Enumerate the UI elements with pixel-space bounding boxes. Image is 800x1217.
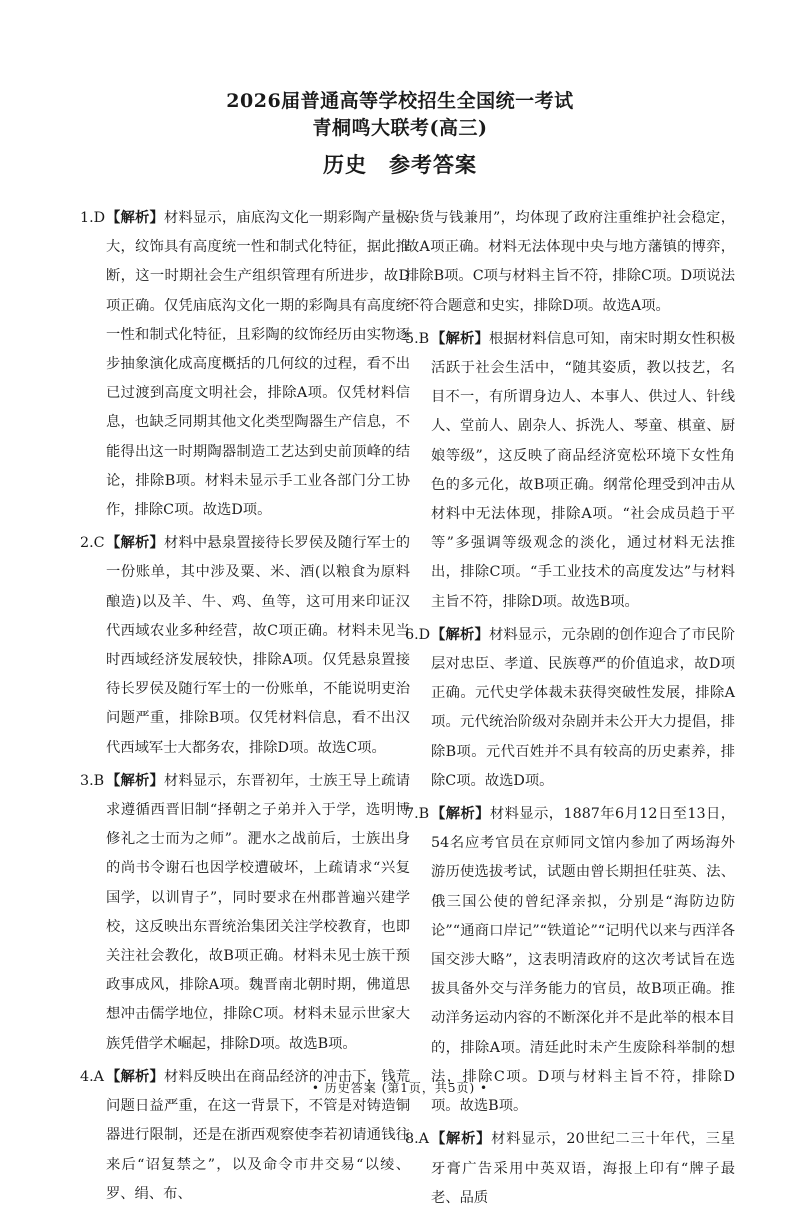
analysis-tag: 【解析】 [431,330,489,347]
answer-text: 材料显示，元杂剧的创作迎合了市民阶层对忠臣、孝道、民族尊严的价值追求，故D项正确。元代史学体裁未获得突破性发展，排除A项。元代统治阶级对杂剧并未公开大力提倡，排除B项。元代百姓并不具有较高的历史素养，排除C项。故选D项。 [431,626,736,789]
document-header [0,88,800,182]
analysis-tag: 【解析】 [431,1131,492,1148]
answer-item [80,767,410,1059]
answer-item [405,800,735,1121]
answer-item [405,1125,735,1213]
answer-item [80,204,410,525]
exam-title: 2026届普通高等学校招生全国统一考试 [226,90,574,112]
analysis-tag: 【解析】 [431,806,490,823]
answer-text: 材料显示，20世纪二三十年代，三星牙膏广告采用中英双语，海报上印有“牌子最老、品质 [431,1131,735,1206]
analysis-tag: 【解析】 [106,1068,164,1085]
answer-number: 5.B [405,330,430,347]
answer-number: 2.C [80,535,105,552]
answer-number: 3.B [80,772,105,789]
answer-number: 1.D [80,210,106,226]
answer-text: 材料反映出在商品经济的冲击下，钱荒问题日益严重，在这一背景下，不管是对铸造铜器进行限制，还是在浙西观察使李若初请通钱往来后“诏复禁之”，以及命令市井交易“以绫、罗、绢、布、 [106,1068,411,1202]
answer-number: 7.B [405,806,430,823]
analysis-tag: 【解析】 [106,210,164,226]
answer-text: 材料中悬泉置接待长罗侯及随行军士的一份账单，其中涉及粟、米、酒(以粮食为原料酿造)以及羊、牛、鸡、鱼等，这可用来印证汉代西域农业多种经营，故C项正确。材料未见当时西域经济发展较快，排除A项。仅凭悬泉置接待长罗侯及随行军士的一份账单，不能说明吏治问题严重，排除B项。仅凭材料信息，看不出汉代西域军士大都务农，排除D项。故选C项。 [106,535,411,756]
analysis-tag: 【解析】 [106,772,164,789]
page-footer: • 历史答案 (第1页，共5页) • [311,1081,489,1095]
subject-title [0,148,800,182]
subject-name: 历史 [323,152,367,177]
answer-number: 8.A [405,1131,429,1148]
doc-type: 参考答案 [389,152,477,177]
answer-text: 材料显示，东晋初年，士族王导上疏请求遵循西晋旧制“择朝之子弟并入于学，选明博修礼之士而为之师”。淝水之战前后，士族出身的尚书令谢石也因学校遭破坏，上疏请求“兴复国学，以训胄子”，同时要求在州郡普遍兴建学校，这反映出东晋统治集团关注学校教育，也即关注社会教化，故B项正确。材料未见士族干预政事成风，排除A项。魏晋南北朝时期，佛道思想冲击儒学地位，排除C项。材料未显示世家大族凭借学术崛起，排除D项。故选B项。 [106,772,411,1052]
answer-item [405,325,735,617]
analysis-tag: 【解析】 [431,626,489,643]
left-column [80,204,410,1213]
answer-number: 4.A [80,1068,104,1085]
answer-text: 材料显示，庙底沟文化一期彩陶产量极大，纹饰具有高度统一性和制式化特征，据此推断，这一时期社会生产组织管理有所进步，故D项正确。仅凭庙底沟文化一期的彩陶具有高度统一性和制式化特征，且彩陶的纹饰经历由实物逐步抽象演化成高度概括的几何纹的过程，看不出已过渡到高度文明社会，排除A项。仅凭材料信息，也缺乏同期其他文化类型陶器生产信息，不能得出这一时期陶器制造工艺达到史前顶峰的结论，排除B项。材料未显示手工业各部门分工协作，排除C项。故选D项。 [106,210,411,519]
answer-text: 材料显示，1887年6月12日至13日，54名应考官员在京师同文馆内参加了两场海外游历使选拔考试，试题由曾长期担任驻英、法、俄三国公使的曾纪泽亲拟，分别是“海防边防论”“通商口岸记”“铁道论”“记明代以来与西洋各国交涉大略”，这表明清政府的这次考试旨在选拔具备外交与洋务能力的官员，故B项正确。推动洋务运动内容的不断深化并不是此举的根本目的，排除A项。清廷此时未产生废除科举制的想法，排除C项。D项与材料主旨不符，排除D项。故选B项。 [431,806,736,1115]
answer-continuation: 杂货与钱兼用”，均体现了政府注重维护社会稳定，故A项正确。材料无法体现中央与地方藩镇的博弈，排除B项。C项与材料主旨不符，排除C项。D项说法不符合题意和史实，排除D项。故选A项。 [405,210,735,314]
answer-text: 根据材料信息可知，南宋时期女性积极活跃于社会生活中，“随其姿质，教以技艺，名目不一，有所谓身边人、本事人、供过人、针线人、堂前人、剧杂人、拆洗人、琴童、棋童、厨娘等级”，这反映了商品经济宽松环境下女性角色的多元化，故B项正确。纲常伦理受到冲击从材料中无法体现，排除A项。“社会成员趋于平等”多强调等级观念的淡化，通过材料无法推出，排除C项。“手工业技术的高度发达”与材料主旨不符，排除D项。故选B项。 [431,330,736,610]
exam-subtitle: 青桐鸣大联考(高三) [312,117,488,139]
right-column [405,204,735,1217]
answer-number: 6.D [405,626,431,643]
answer-item [80,529,410,763]
analysis-tag: 【解析】 [106,535,164,552]
answer-item [405,621,735,796]
